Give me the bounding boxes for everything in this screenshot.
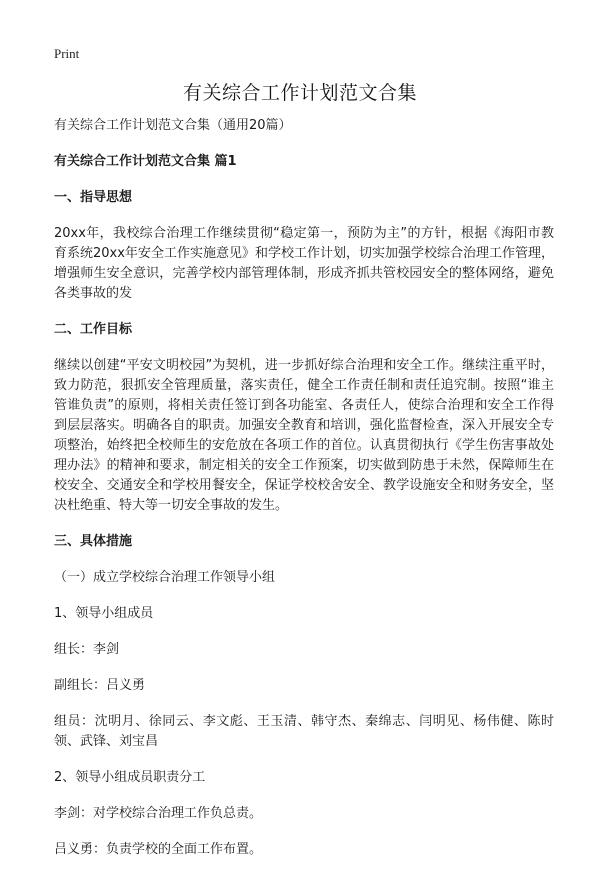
section-heading-measures: 三、具体措施 [54,534,133,549]
members-title: 1、领导小组成员 [54,606,154,621]
section-paragraph-guiding-ideology: 20xx年，我校综合治理工作继续贯彻“稳定第一，预防为主”的方针，根据《海阳市教育系统20xx年安全工作实施意见》和学校工作计划，切实加强学校综合治理工作管理，增强师生安全意识，完善学校内部管理体制，形成齐抓共管校园安全的整体网络，避免各类事故的发 [54,226,554,301]
leader-line: 组长：李剑 [54,642,120,657]
duty-line-1: 李剑：对学校综合治理工作负总责。 [54,806,263,821]
document-body [54,116,554,876]
deputy-line: 副组长：吕义勇 [54,678,146,693]
duties-title: 2、领导小组成员职责分工 [54,770,206,785]
duty-line-2: 吕义勇：负责学校的全面工作布置。 [54,842,263,857]
section-heading-guiding-ideology: 一、指导思想 [54,190,133,205]
print-label: Print [54,46,80,61]
document-subtitle: 有关综合工作计划范文合集（通用20篇） [54,118,292,133]
section-heading-work-goals: 二、工作目标 [54,322,133,337]
page-title: 有关综合工作计划范文合集 [182,82,417,104]
measures-group-title: （一）成立学校综合治理工作领导小组 [54,570,276,585]
section-paragraph-work-goals: 继续以创建“平安文明校园”为契机，进一步抓好综合治理和安全工作。继续注重平时，致力防范，狠抓安全管理质量，落实责任，健全工作责任制和责任追究制。按照“谁主管谁负责”的原则，将相关责任签订到各功能室、各责任人，使综合治理和安全工作得到层层落实。明确各自的职责。加强安全教育和培训，强化监督检查，深入开展安全专项整治，始终把全校师生的安危放在各项工作的首位。认真贯彻执行《学生伤害事故处理办法》的精神和要求，制定相关的安全工作预案，切实做到防患于未然，保障师生在校安全、交通安全和学校用餐安全，保证学校校舍安全、教学设施安全和财务安全，坚决杜绝重、特大等一切安全事故的发生。 [54,358,554,513]
members-line: 组员：沈明月、徐同云、李文彪、王玉清、韩守杰、秦绵志、闫明见、杨伟健、陈时领、武锋、刘宝昌 [54,714,554,749]
piece-heading: 有关综合工作计划范文合集 篇1 [54,154,237,169]
